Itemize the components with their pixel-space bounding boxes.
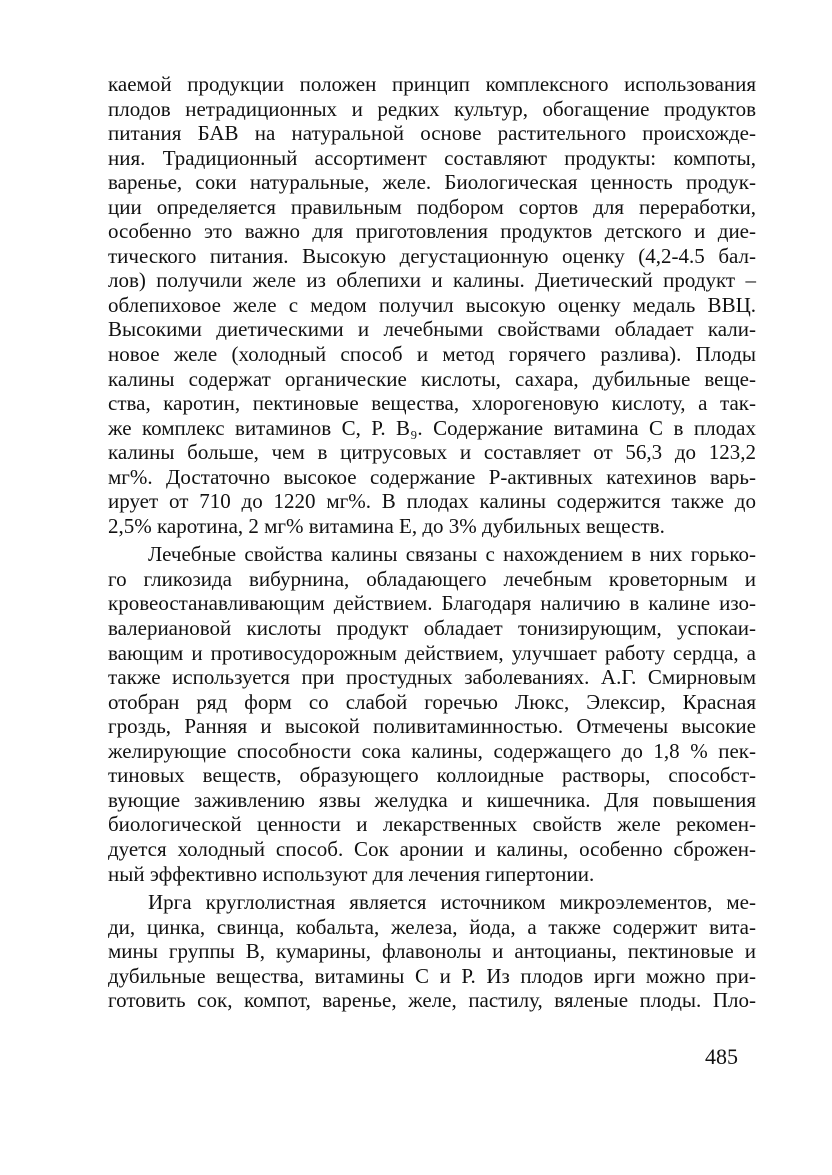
text-line: же комплекс витаминов С, Р. В₉. Содержание витамина С в плодах xyxy=(108,415,756,440)
text-line: отобран ряд форм со слабой горечью Люкс, Элексир, Красная xyxy=(108,689,756,714)
text-line: лов) получили желе из облепихи и калины. Диетический продукт – xyxy=(108,268,756,293)
text-line: облепиховое желе с медом получил высокую оценку медаль ВВЦ. xyxy=(108,292,756,317)
text-line: плодов нетрадиционных и редких культур, обогащение продуктов xyxy=(108,96,756,121)
text-line: дуется холодный способ. Сок аронии и калины, особенно сброжен- xyxy=(108,836,756,861)
text-line: ди, цинка, свинца, кобальта, железа, йода, а также содержит вита- xyxy=(108,914,756,939)
text-line: готовить сок, компот, варенье, желе, пастилу, вяленые плоды. Пло- xyxy=(108,988,756,1013)
text-line: мины группы В, кумарины, флавонолы и антоцианы, пектиновые и xyxy=(108,939,756,964)
text-line: мг%. Достаточно высокое содержание Р-активных катехинов варь- xyxy=(108,464,756,489)
text-line: каемой продукции положен принцип комплексного использования xyxy=(108,72,756,96)
text-line: ции определяется правильным подбором сортов для переработки, xyxy=(108,194,756,219)
text-line: ства, каротин, пектиновые вещества, хлорогеновую кислоту, а так- xyxy=(108,391,756,416)
text-line: гроздь, Ранняя и высокой поливитаминностью. Отмечены высокие xyxy=(108,714,756,739)
text-line: вующие заживлению язвы желудка и кишечника. Для повышения xyxy=(108,787,756,812)
text-line: вающим и противосудорожным действием, улучшает работу сердца, а xyxy=(108,640,756,665)
text-line: Высокими диетическими и лечебными свойствами обладает кали- xyxy=(108,317,756,342)
text-line: валериановой кислоты продукт обладает тонизирующим, успокаи- xyxy=(108,616,756,641)
text-line: калины содержат органические кислоты, сахара, дубильные веще- xyxy=(108,366,756,391)
text-line: калины больше, чем в цитрусовых и составляет от 56,3 до 123,2 xyxy=(108,440,756,465)
text-line: Лечебные свойства калины связаны с нахождением в них горько- xyxy=(148,542,756,567)
text-line: питания БАВ на натуральной основе растительного происхожде- xyxy=(108,121,756,146)
text-line: также используется при простудных заболеваниях. А.Г. Смирновым xyxy=(108,665,756,690)
text-line: новое желе (холодный способ и метод горячего разлива). Плоды xyxy=(108,342,756,367)
paragraph-3 xyxy=(108,890,756,1013)
text-line: желирующие способности сока калины, содержащего до 1,8 % пек- xyxy=(108,738,756,763)
text-line: тического питания. Высокую дегустационную оценку (4,2-4.5 бал- xyxy=(108,243,756,268)
text-line: варенье, соки натуральные, желе. Биологическая ценность продук- xyxy=(108,170,756,195)
text-line: дубильные вещества, витамины С и Р. Из плодов ирги можно при- xyxy=(108,963,756,988)
text-line: особенно это важно для приготовления продуктов детского и дие- xyxy=(108,219,756,244)
text-line: ирует от 710 до 1220 мг%. В плодах калины содержится также до xyxy=(108,489,756,514)
text-line: го гликозида вибурнина, обладающего лечебным кроветорным и xyxy=(108,566,756,591)
text-line: ный эффективно используют для лечения гипертонии. xyxy=(108,861,595,886)
text-line: Ирга круглолистная является источником микроэлементов, ме- xyxy=(148,890,756,915)
text-line: биологической ценности и лекарственных свойств желе рекомен- xyxy=(108,812,756,837)
paragraph-1 xyxy=(108,72,756,538)
text-line: кровеостанавливающим действием. Благодаря наличию в калине изо- xyxy=(108,591,756,616)
book-page-text xyxy=(108,72,756,1112)
text-line: ния. Традиционный ассортимент составляют продукты: компоты, xyxy=(108,145,756,170)
text-line: тиновых веществ, образующего коллоидные растворы, способст- xyxy=(108,763,756,788)
paragraph-2 xyxy=(108,542,756,886)
page-number: 485 xyxy=(705,1044,738,1069)
text-line: 2,5% каротина, 2 мг% витамина Е, до 3% дубильных веществ. xyxy=(108,513,665,538)
